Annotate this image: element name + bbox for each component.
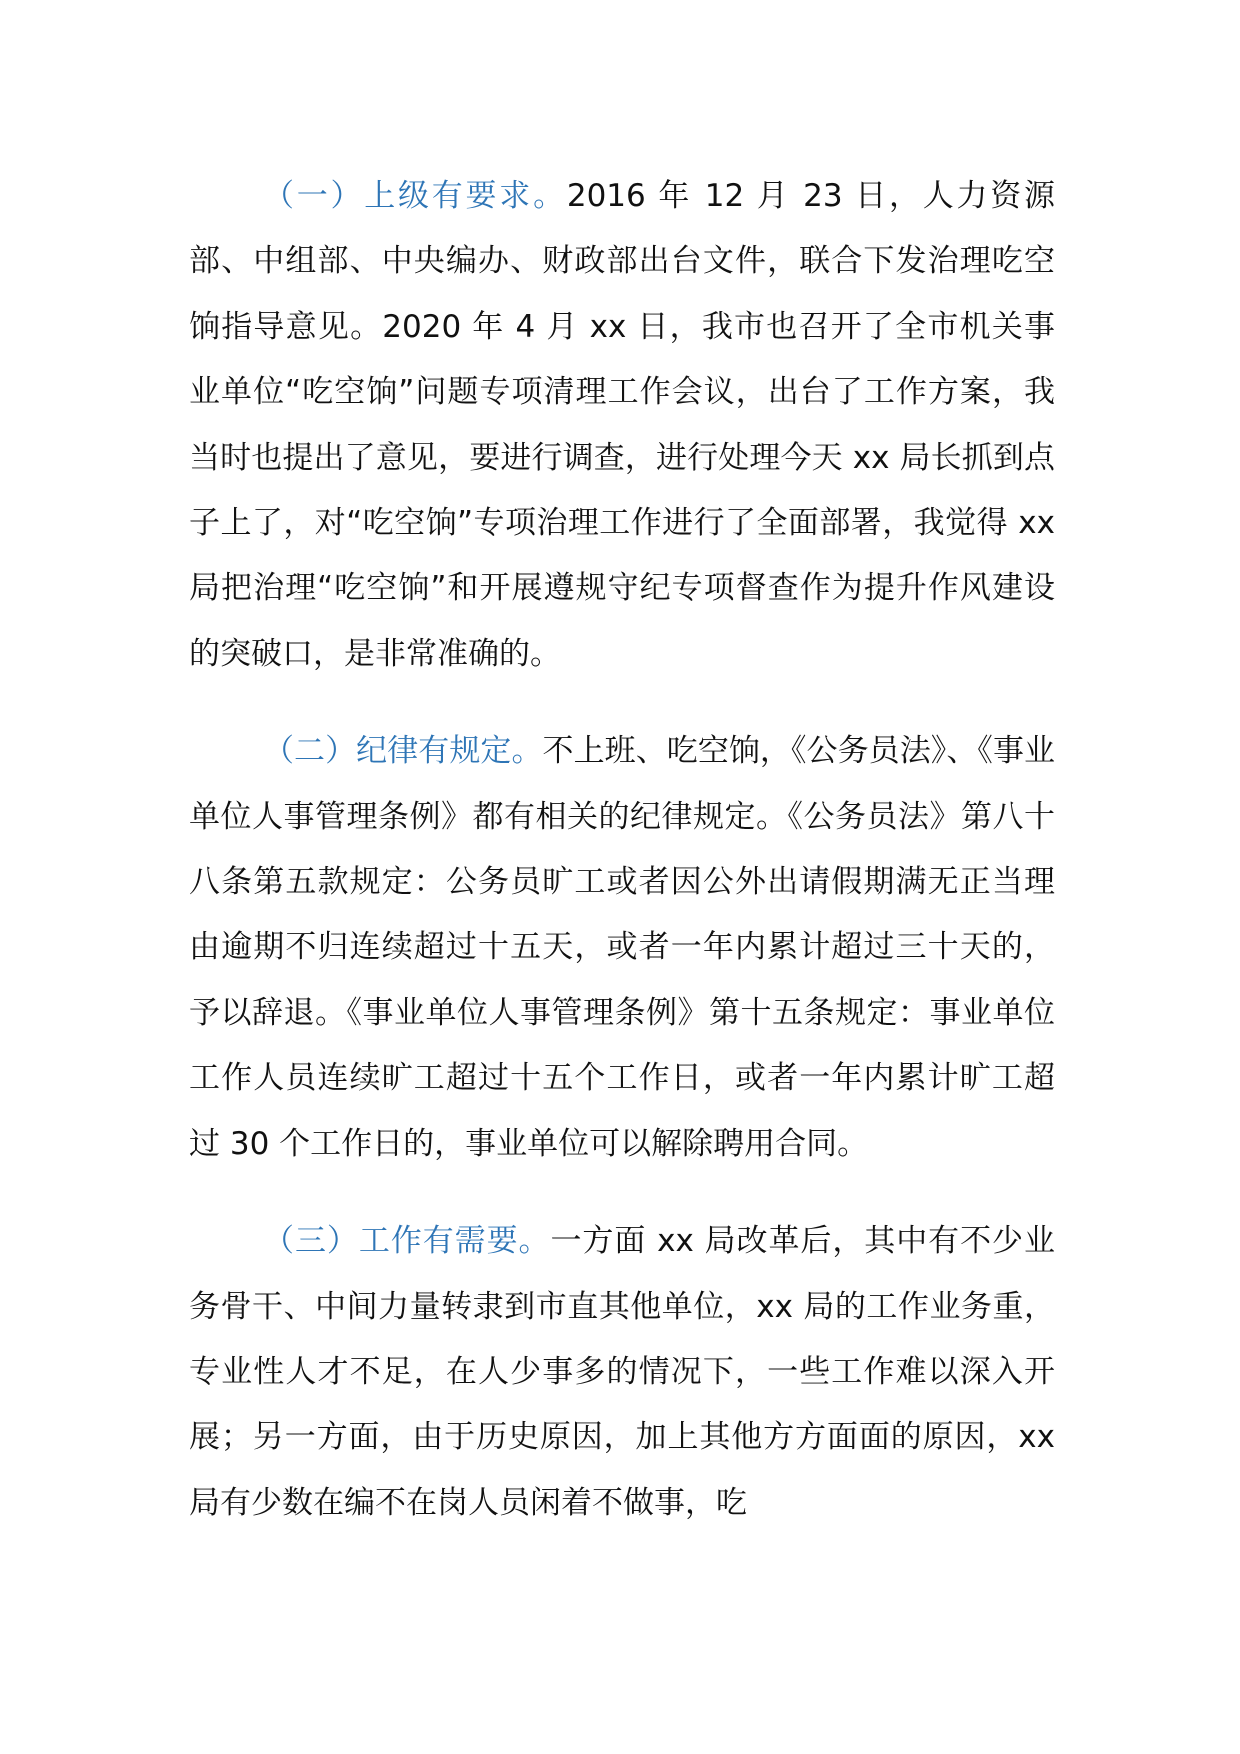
section-text-2: 不上班、吃空饷，《公务员法》、《事业单位人事管理条例》都有相关的纪律规定。《公务员法》第八十八条第五款规定：公务员旷工或者因公外出请假期满无正当理由逾期不归连续超过十五天，或者一年内累计超过三十天的，予以辞退。《事业单位人事管理条例》第十五条规定：事业单位工作人员连续旷工超过十五个工作日，或者一年内累计旷工超过 30 个工作日的，事业单位可以解除聘用合同。 <box>189 733 1056 1162</box>
section-heading-3: （三）工作有需要。 <box>263 1223 551 1260</box>
section-heading-1: （一）上级有要求。 <box>263 178 567 214</box>
section-paragraph-1 <box>189 164 1055 687</box>
section-heading-2: （二）纪律有规定。 <box>263 733 543 770</box>
section-text-1: 2016 年 12 月 23 日，人力资源部、中组部、中央编办、财政部出台文件，联合下发治理吃空饷指导意见。2020 年 4 月 xx 日，我市也召开了全市机关事业单位“吃空饷”问题专项清理工作会议，出台了工作方案，我当时也提出了意见，要进行调查，进行处理今天 xx 局长抓到点子上了，对“吃空饷”专项治理工作进行了全面部署，我觉得 xx 局把治理“吃空饷”和开展遵规守纪专项督查作为提升作风建设的突破口，是非常准确的。 <box>189 178 1056 672</box>
section-paragraph-2 <box>189 719 1055 1177</box>
document-body <box>189 164 1055 1568</box>
section-text-3: 一方面 xx 局改革后，其中有不少业务骨干、中间力量转隶到市直其他单位，xx 局的工作业务重，专业性人才不足，在人少事多的情况下，一些工作难以深入开展；另一方面，由于历史原因，加上其他方方面面的原因，xx 局有少数在编不在岗人员闲着不做事，吃 <box>189 1223 1056 1521</box>
section-paragraph-3 <box>189 1209 1055 1536</box>
